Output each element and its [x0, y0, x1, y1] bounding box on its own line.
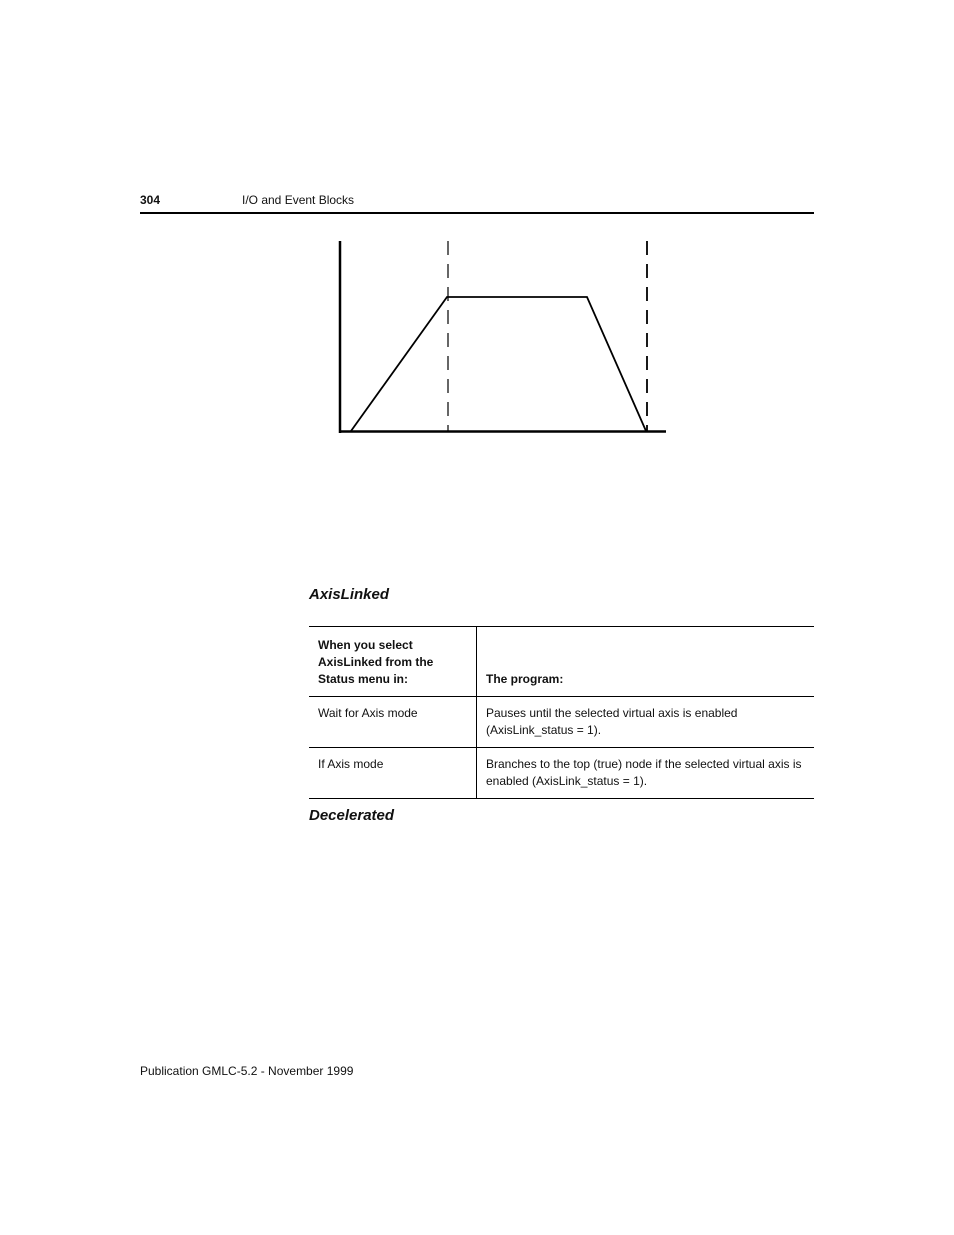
table-cell-program: Pauses until the selected virtual axis is enabled (AxisLink_status = 1). [486, 706, 738, 737]
velocity-profile-figure [330, 236, 675, 441]
table-cell-mode: Wait for Axis mode [309, 697, 477, 748]
running-title: I/O and Event Blocks [242, 193, 355, 207]
table-cell-program: Branches to the top (true) node if the selected virtual axis is enabled (AxisLink_status = 1). [486, 757, 802, 788]
table-row [309, 697, 814, 748]
axislinked-table [309, 626, 814, 799]
page-number: 304 [140, 193, 161, 207]
axislinked-heading: AxisLinked [309, 586, 390, 603]
velocity-profile-diagram [330, 236, 675, 441]
velocity-trapezoid-line [351, 297, 646, 431]
page-header [140, 191, 814, 214]
table-cell-mode: If Axis mode [309, 748, 477, 799]
table-header-row [309, 627, 814, 697]
decelerated-heading: Decelerated [309, 807, 395, 824]
header-cell-program: The program: [486, 672, 564, 686]
publication-footer: Publication GMLC-5.2 - November 1999 [140, 1064, 354, 1078]
header-cell-select: When you select AxisLinked from the Status menu in: [309, 627, 477, 697]
table-row [309, 748, 814, 799]
